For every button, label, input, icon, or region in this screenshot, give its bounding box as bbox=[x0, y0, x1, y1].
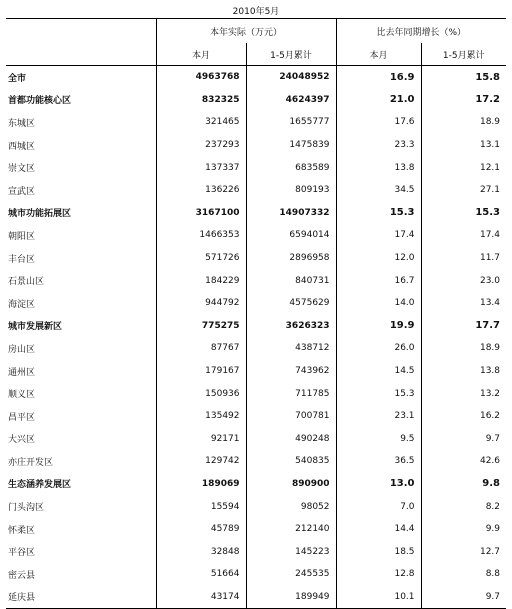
row-month-value: 571726 bbox=[156, 247, 246, 270]
row-month-growth: 14.5 bbox=[336, 360, 421, 383]
row-cumulative-growth: 11.7 bbox=[421, 247, 506, 270]
row-cumulative-growth: 23.0 bbox=[421, 269, 506, 292]
row-name: 朝阳区 bbox=[8, 231, 36, 242]
row-cumulative-value: 743962 bbox=[246, 360, 336, 383]
row-month-value: 43174 bbox=[156, 586, 246, 609]
table-row bbox=[6, 202, 506, 225]
row-month-value: 1466353 bbox=[156, 224, 246, 247]
row-name: 昌平区 bbox=[8, 412, 36, 423]
row-month-growth: 14.4 bbox=[336, 518, 421, 541]
row-month-value: 4963768 bbox=[156, 66, 246, 89]
row-cumulative-value: 840731 bbox=[246, 269, 336, 292]
row-name: 全市 bbox=[8, 73, 27, 84]
row-cumulative-growth: 8.8 bbox=[421, 563, 506, 586]
table-row bbox=[6, 337, 506, 360]
row-month-value: 184229 bbox=[156, 269, 246, 292]
row-month-growth: 15.3 bbox=[336, 202, 421, 225]
row-month-value: 150936 bbox=[156, 382, 246, 405]
table-row bbox=[6, 224, 506, 247]
header-cumulative: 1-5月累计 bbox=[246, 43, 336, 66]
row-cumulative-value: 189949 bbox=[246, 586, 336, 609]
table-row bbox=[6, 518, 506, 541]
row-cumulative-growth: 15.8 bbox=[421, 66, 506, 89]
table-row bbox=[6, 269, 506, 292]
row-cumulative-value: 98052 bbox=[246, 495, 336, 518]
table-row bbox=[6, 247, 506, 270]
table-row bbox=[6, 563, 506, 586]
row-cumulative-growth: 17.2 bbox=[421, 89, 506, 112]
row-cumulative-value: 245535 bbox=[246, 563, 336, 586]
row-month-growth: 16.7 bbox=[336, 269, 421, 292]
row-month-value: 179167 bbox=[156, 360, 246, 383]
header-corner-2 bbox=[6, 43, 156, 66]
row-cumulative-value: 700781 bbox=[246, 405, 336, 428]
table-body bbox=[6, 66, 506, 609]
row-month-value: 775275 bbox=[156, 315, 246, 338]
row-cumulative-growth: 9.7 bbox=[421, 586, 506, 609]
table-row bbox=[6, 156, 506, 179]
table-row bbox=[6, 428, 506, 451]
row-cumulative-growth: 9.9 bbox=[421, 518, 506, 541]
row-cumulative-growth: 17.4 bbox=[421, 224, 506, 247]
row-month-growth: 23.3 bbox=[336, 134, 421, 157]
header-month: 本月 bbox=[156, 43, 246, 66]
table-row bbox=[6, 382, 506, 405]
row-name: 顺义区 bbox=[8, 390, 36, 401]
row-month-value: 136226 bbox=[156, 179, 246, 202]
header-month-growth: 本月 bbox=[336, 43, 421, 66]
row-month-growth: 36.5 bbox=[336, 450, 421, 473]
row-name: 宣武区 bbox=[8, 186, 36, 197]
row-month-growth: 13.8 bbox=[336, 156, 421, 179]
row-cumulative-growth: 18.9 bbox=[421, 337, 506, 360]
header-cumulative-growth: 1-5月累计 bbox=[421, 43, 506, 66]
row-cumulative-value: 2896958 bbox=[246, 247, 336, 270]
row-cumulative-value: 1655777 bbox=[246, 111, 336, 134]
row-cumulative-growth: 16.2 bbox=[421, 405, 506, 428]
header-row-groups bbox=[6, 19, 506, 44]
row-month-value: 135492 bbox=[156, 405, 246, 428]
table-row bbox=[6, 111, 506, 134]
row-month-value: 129742 bbox=[156, 450, 246, 473]
row-cumulative-growth: 42.6 bbox=[421, 450, 506, 473]
row-cumulative-value: 540835 bbox=[246, 450, 336, 473]
row-month-growth: 7.0 bbox=[336, 495, 421, 518]
row-name: 生态涵养发展区 bbox=[8, 480, 72, 491]
row-name: 东城区 bbox=[8, 118, 36, 129]
row-name: 密云县 bbox=[8, 570, 36, 581]
row-cumulative-growth: 13.1 bbox=[421, 134, 506, 157]
table-row bbox=[6, 134, 506, 157]
row-month-growth: 34.5 bbox=[336, 179, 421, 202]
table-row bbox=[6, 315, 506, 338]
row-cumulative-growth: 18.9 bbox=[421, 111, 506, 134]
row-month-growth: 12.8 bbox=[336, 563, 421, 586]
row-name: 首都功能核心区 bbox=[8, 96, 72, 107]
row-month-growth: 18.5 bbox=[336, 540, 421, 563]
row-cumulative-value: 24048952 bbox=[246, 66, 336, 89]
row-name: 城市发展新区 bbox=[8, 322, 63, 333]
table-row bbox=[6, 179, 506, 202]
row-month-value: 92171 bbox=[156, 428, 246, 451]
row-name: 大兴区 bbox=[8, 435, 36, 446]
table-row bbox=[6, 360, 506, 383]
row-cumulative-growth: 13.4 bbox=[421, 292, 506, 315]
row-month-growth: 19.9 bbox=[336, 315, 421, 338]
row-month-growth: 23.1 bbox=[336, 405, 421, 428]
row-month-growth: 13.0 bbox=[336, 473, 421, 496]
row-cumulative-value: 890900 bbox=[246, 473, 336, 496]
row-month-growth: 9.5 bbox=[336, 428, 421, 451]
row-name: 西城区 bbox=[8, 141, 36, 152]
row-month-value: 15594 bbox=[156, 495, 246, 518]
row-month-value: 137337 bbox=[156, 156, 246, 179]
row-month-value: 321465 bbox=[156, 111, 246, 134]
row-cumulative-growth: 15.3 bbox=[421, 202, 506, 225]
row-cumulative-growth: 27.1 bbox=[421, 179, 506, 202]
row-month-growth: 17.6 bbox=[336, 111, 421, 134]
row-month-growth: 21.0 bbox=[336, 89, 421, 112]
table-row bbox=[6, 473, 506, 496]
header-row-columns bbox=[6, 43, 506, 66]
row-name: 门头沟区 bbox=[8, 503, 45, 514]
table-row bbox=[6, 495, 506, 518]
row-cumulative-value: 490248 bbox=[246, 428, 336, 451]
row-name: 城市功能拓展区 bbox=[8, 209, 72, 220]
table-row bbox=[6, 89, 506, 112]
row-cumulative-growth: 9.8 bbox=[421, 473, 506, 496]
row-cumulative-value: 145223 bbox=[246, 540, 336, 563]
row-month-value: 45789 bbox=[156, 518, 246, 541]
row-month-value: 87767 bbox=[156, 337, 246, 360]
row-cumulative-value: 438712 bbox=[246, 337, 336, 360]
row-month-growth: 10.1 bbox=[336, 586, 421, 609]
row-name: 石景山区 bbox=[8, 277, 45, 288]
row-month-value: 237293 bbox=[156, 134, 246, 157]
row-month-value: 832325 bbox=[156, 89, 246, 112]
row-cumulative-value: 809193 bbox=[246, 179, 336, 202]
row-name: 平谷区 bbox=[8, 548, 36, 559]
row-month-growth: 16.9 bbox=[336, 66, 421, 89]
row-month-growth: 17.4 bbox=[336, 224, 421, 247]
row-month-growth: 15.3 bbox=[336, 382, 421, 405]
row-name: 崇文区 bbox=[8, 164, 36, 175]
row-cumulative-value: 4575629 bbox=[246, 292, 336, 315]
row-month-value: 32848 bbox=[156, 540, 246, 563]
data-table bbox=[6, 18, 506, 609]
header-corner bbox=[6, 19, 156, 44]
header-group-value: 本年实际（万元） bbox=[156, 19, 336, 44]
row-month-value: 3167100 bbox=[156, 202, 246, 225]
row-cumulative-growth: 9.7 bbox=[421, 428, 506, 451]
table-row bbox=[6, 450, 506, 473]
row-cumulative-growth: 13.8 bbox=[421, 360, 506, 383]
row-cumulative-value: 212140 bbox=[246, 518, 336, 541]
row-cumulative-value: 1475839 bbox=[246, 134, 336, 157]
row-cumulative-growth: 8.2 bbox=[421, 495, 506, 518]
row-cumulative-growth: 13.2 bbox=[421, 382, 506, 405]
table-row bbox=[6, 405, 506, 428]
row-cumulative-value: 6594014 bbox=[246, 224, 336, 247]
row-cumulative-value: 4624397 bbox=[246, 89, 336, 112]
row-month-growth: 12.0 bbox=[336, 247, 421, 270]
row-cumulative-value: 14907332 bbox=[246, 202, 336, 225]
table-row bbox=[6, 540, 506, 563]
row-cumulative-growth: 12.7 bbox=[421, 540, 506, 563]
header-group-growth: 比去年同期增长（%） bbox=[336, 19, 506, 44]
row-cumulative-value: 3626323 bbox=[246, 315, 336, 338]
table-caption: 2010年5月 bbox=[232, 7, 280, 17]
row-name: 亦庄开发区 bbox=[8, 457, 54, 468]
row-month-value: 189069 bbox=[156, 473, 246, 496]
table-row bbox=[6, 586, 506, 609]
row-month-growth: 26.0 bbox=[336, 337, 421, 360]
table-row bbox=[6, 292, 506, 315]
row-name: 丰台区 bbox=[8, 254, 36, 265]
row-cumulative-growth: 17.7 bbox=[421, 315, 506, 338]
row-month-growth: 14.0 bbox=[336, 292, 421, 315]
row-name: 房山区 bbox=[8, 344, 36, 355]
row-month-value: 944792 bbox=[156, 292, 246, 315]
table-row bbox=[6, 66, 506, 89]
row-name: 怀柔区 bbox=[8, 525, 36, 536]
row-name: 延庆县 bbox=[6, 586, 156, 609]
row-cumulative-value: 711785 bbox=[246, 382, 336, 405]
row-name: 海淀区 bbox=[8, 299, 36, 310]
row-name: 通州区 bbox=[8, 367, 36, 378]
row-month-value: 51664 bbox=[156, 563, 246, 586]
row-cumulative-growth: 12.1 bbox=[421, 156, 506, 179]
row-cumulative-value: 683589 bbox=[246, 156, 336, 179]
